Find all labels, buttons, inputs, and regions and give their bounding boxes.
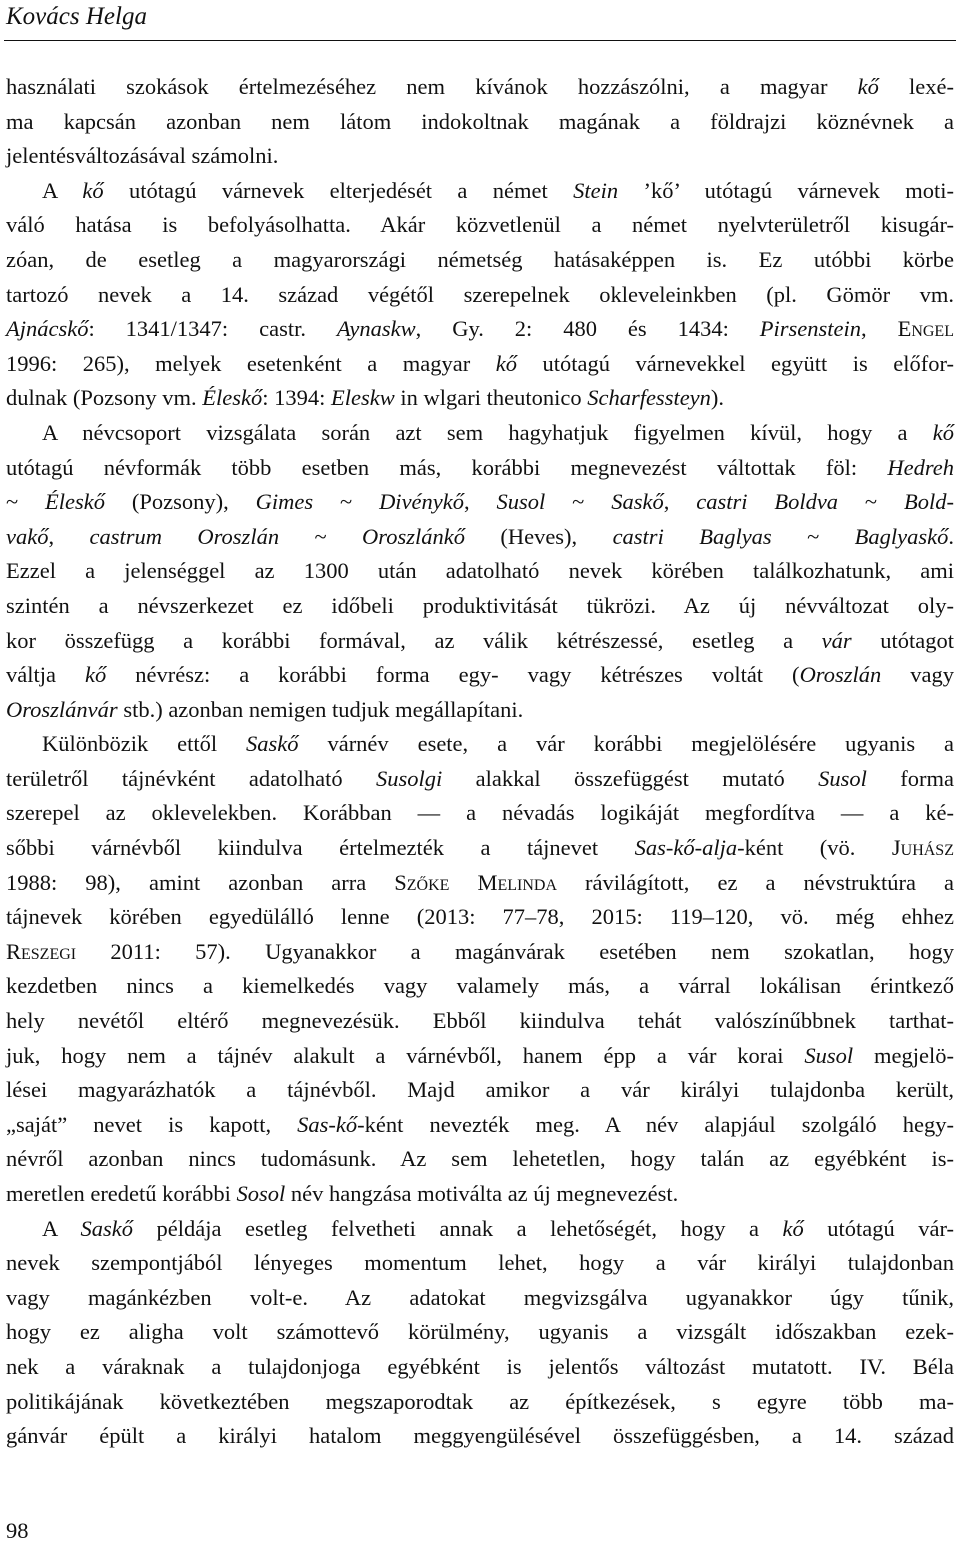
text-line: tájnevek körében egyedülálló lenne (2013: 77–78, 2015: 119–120, vö. még ehhez [6, 904, 954, 930]
text-line: váló hatása is befolyásolhatta. Akár közvetlenül a német nyelvterületről kisugár- [6, 212, 954, 238]
text-line: nevek szempontjából lényeges momentum lehet, hogy a vár királyi tulajdonban [6, 1250, 954, 1276]
text-line: vagy magánkézben volt-e. Az adatokat megvizsgálva ugyanakkor úgy tűnik, [6, 1284, 954, 1310]
text-line: nek a váraknak a tulajdonjoga egyébként is jelentős változást mutatott. IV. Béla [6, 1353, 954, 1379]
text-line: hogy ez aligha volt számottevő körülmény, ugyanis a vizsgált időszakban ezek- [6, 1319, 954, 1345]
running-header [4, 0, 956, 41]
text-line: 1996: 265), melyek esetenként a magyar kő utótagú várnevekkel együtt is előfor- [6, 350, 954, 376]
text-line: sőbbi várnévből kiindulva értelmezték a tájnevet Sas-kő-alja-ként (vö. Juhász [6, 835, 954, 861]
text-line: tartozó nevek a 14. század végétől szerepelnek okleveleinkben (pl. Gömör vm. [6, 281, 954, 307]
text-line: Ezzel a jelenséggel az 1300 után adatolható nevek körében találkozhatunk, ami [6, 558, 954, 584]
text-line: juk, hogy nem a tájnév alakult a várnévből, hanem épp a vár korai Susol megjelö- [6, 1042, 954, 1068]
text-line: zóan, de esetleg a magyarországi németség hatásaképpen is. Ez utóbbi körbe [6, 246, 954, 272]
text-line: váltja kő névrész: a korábbi forma egy- vagy kétrészes voltát (Oroszlán vagy [6, 662, 954, 688]
text-line: „saját” nevet is kapott, Sas-kő-ként nevezték meg. A név alapjául szolgáló hegy- [6, 1111, 954, 1137]
text-line: kor összefügg a korábbi formával, az válik kétrészessé, esetleg a vár utótagot [6, 627, 954, 653]
text-line: ~ Éleskő (Pozsony), Gimes ~ Divénykő, Susol ~ Saskő, castri Boldva ~ Bold- [6, 489, 954, 515]
text-line: jelentésváltozásával számolni. [6, 143, 279, 169]
paragraph [6, 416, 954, 727]
paragraph [6, 727, 954, 1211]
text-line: 1988: 98), amint azonban arra Szőke Melinda rávilágított, ez a névstruktúra a [6, 869, 954, 895]
text-line: ma kapcsán azonban nem látom indokoltnak magának a földrajzi köznévnek a [6, 108, 954, 134]
text-line: szintén a névszerkezet ez időbeli produktivitását tükrözi. Az új névváltozat oly- [6, 592, 954, 618]
text-line: névről azonban nincs tudomásunk. Az sem lehetetlen, hogy talán az egyébként is- [6, 1146, 954, 1172]
paragraph [6, 1212, 954, 1454]
paragraph [6, 70, 954, 174]
text-line: Oroszlánvár stb.) azonban nemigen tudjuk megállapítani. [6, 696, 524, 722]
text-line: A Saskő példája esetleg felvetheti annak a lehetőségét, hogy a kő utótagú vár- [42, 1215, 954, 1241]
body-text [6, 70, 954, 1454]
text-line: szerepel az oklevelekben. Korábban — a névadás logikáját megfordítva — a ké- [6, 800, 954, 826]
text-line: vakő, castrum Oroszlán ~ Oroszlánkő (Heves), castri Baglyas ~ Baglyaskő. [6, 523, 954, 549]
paragraph [6, 174, 954, 416]
text-line: politikájának következtében megszaporodtak az építkezések, s egyre több ma- [6, 1388, 954, 1414]
text-line: A kő utótagú várnevek elterjedését a német Stein ’kő’ utótagú várnevek moti- [42, 177, 955, 203]
running-header-author: Kovács Helga [6, 3, 147, 30]
text-line: utótagú névformák több esetben más, korábbi megnevezést váltottak föl: Hedreh [6, 454, 954, 480]
text-line: Ajnácskő: 1341/1347: castr. Aynaskw, Gy. 2: 480 és 1434: Pirsenstein, Engel [6, 316, 954, 342]
text-line: dulnak (Pozsony vm. Éleskő: 1394: Eleskw in wlgari theutonico Scharfessteyn). [6, 385, 725, 411]
text-line: A névcsoport vizsgálata során azt sem hagyhatjuk figyelmen kívül, hogy a kő [42, 419, 954, 445]
text-line: Reszegi 2011: 57). Ugyanakkor a magánvárak esetében nem szokatlan, hogy [6, 938, 954, 964]
text-line: gánvár épült a királyi hatalom meggyengülésével összefüggésben, a 14. század [6, 1423, 954, 1449]
page-number: 98 [6, 1518, 29, 1543]
text-line: Különbözik ettől Saskő várnév esete, a vár korábbi megjelölésére ugyanis a [42, 731, 954, 757]
text-line: területről tájnévként adatolható Susolgi alakkal összefüggést mutató Susol forma [6, 765, 954, 791]
text-line: kezdetben nincs a kiemelkedés vagy valamely más, a várral lokálisan érintkező [6, 973, 954, 999]
text-line: lései magyarázhatók a tájnévből. Majd amikor a vár királyi tulajdonba került, [6, 1077, 954, 1103]
text-line: hely nevétől eltérő megnevezésük. Ebből kiindulva tehát valószínűbbnek tarthat- [6, 1008, 954, 1034]
text-line: használati szokások értelmezéséhez nem kívánok hozzászólni, a magyar kő lexé- [6, 74, 954, 99]
text-line: meretlen eredetű korábbi Sosol név hangzása motiválta az új megnevezést. [6, 1181, 679, 1206]
